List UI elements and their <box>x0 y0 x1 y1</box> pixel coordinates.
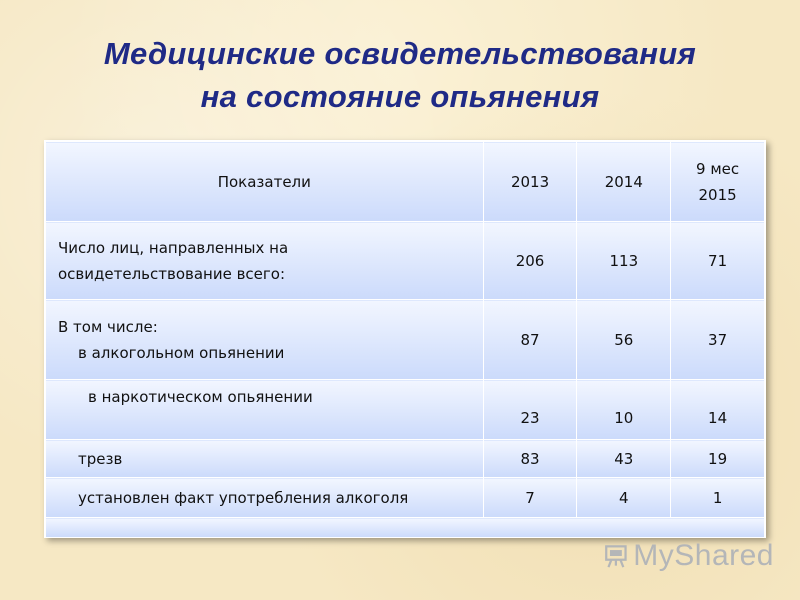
value-2013: 83 <box>483 440 577 478</box>
header-indicators: Показатели <box>46 142 484 222</box>
value-2015: 14 <box>671 380 765 440</box>
value-2013: 87 <box>483 300 577 380</box>
table-row <box>46 380 765 440</box>
table-row <box>46 478 765 518</box>
row-label-line-2: освидетельствование всего: <box>58 264 286 283</box>
title-line-2: на состояние опьянения <box>200 79 600 114</box>
header-row <box>46 142 765 222</box>
row-label-text: в наркотическом опьянении <box>88 388 313 406</box>
value-2015: 71 <box>671 222 765 300</box>
value-2014: 56 <box>577 300 671 380</box>
row-label <box>46 300 484 380</box>
value-2014: 43 <box>577 440 671 478</box>
value-2013: 7 <box>483 478 577 518</box>
row-label-line-1: Число лиц, направленных на <box>58 238 289 257</box>
statistics-table <box>44 140 766 538</box>
table-row <box>46 440 765 478</box>
value-2015: 1 <box>671 478 765 518</box>
presentation-board-icon <box>604 539 629 573</box>
watermark <box>604 538 774 574</box>
value-2014: 113 <box>577 222 671 300</box>
header-2013: 2013 <box>483 142 577 222</box>
title-line-1: Медицинские освидетельствования <box>103 36 697 71</box>
table-row <box>46 222 765 300</box>
slide-title <box>0 32 800 118</box>
row-label <box>46 222 484 300</box>
value-2013: 23 <box>483 380 577 440</box>
value-2015: 37 <box>671 300 765 380</box>
watermark-text: MyShared <box>633 539 774 572</box>
header-2015-label: 2015 <box>698 185 737 204</box>
row-label-text: установлен факт употребления алкоголя <box>78 488 409 507</box>
row-label <box>46 380 484 440</box>
row-label <box>46 478 484 518</box>
empty-cell <box>46 518 765 538</box>
empty-row <box>46 518 765 538</box>
value-2014: 4 <box>577 478 671 518</box>
row-label-line-1: В том числе: <box>58 317 158 336</box>
row-label <box>46 440 484 478</box>
value-2015: 19 <box>671 440 765 478</box>
value-2014: 10 <box>577 380 671 440</box>
row-label-line-2: в алкогольном опьянении <box>78 343 285 362</box>
header-9-months-label: 9 мес <box>696 159 740 178</box>
value-2013: 206 <box>483 222 577 300</box>
table-row <box>46 300 765 380</box>
header-9-months-2015 <box>671 142 765 222</box>
header-2014: 2014 <box>577 142 671 222</box>
row-label-text: трезв <box>78 449 123 468</box>
